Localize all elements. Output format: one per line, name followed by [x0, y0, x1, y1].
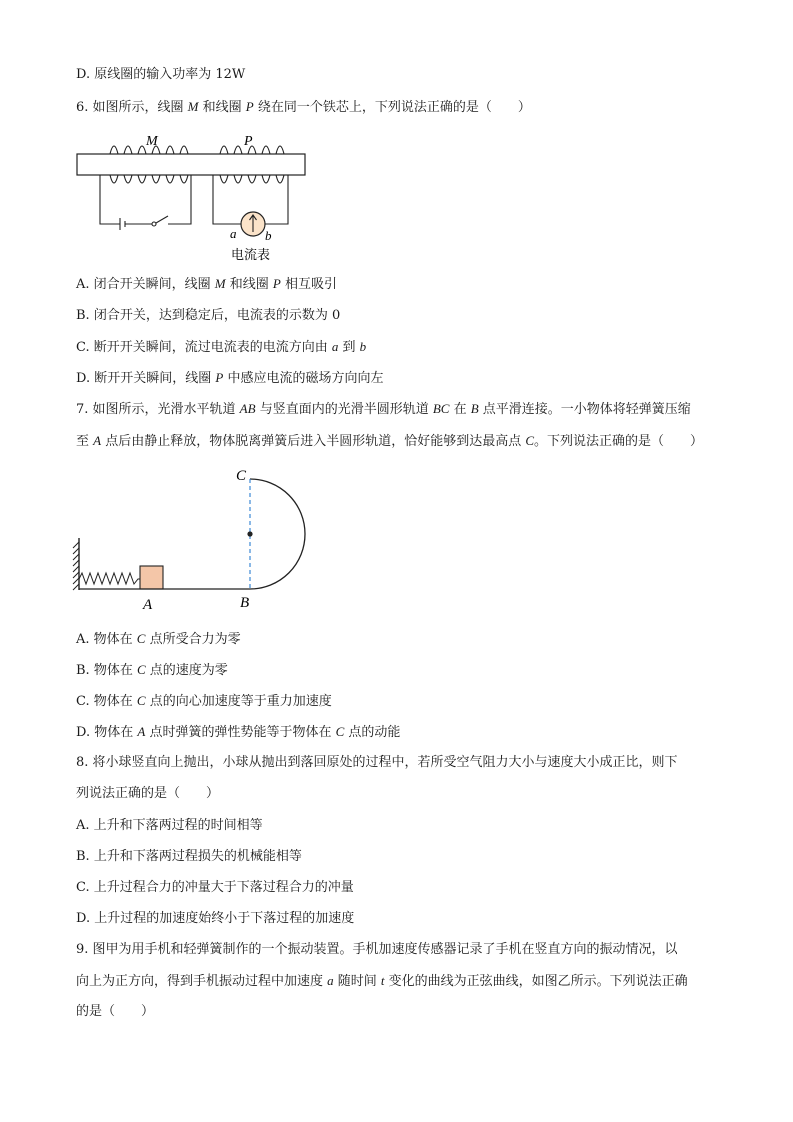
ammeter-caption: 电流表 [231, 248, 271, 263]
label-a: a [230, 226, 237, 241]
coil-p [213, 146, 288, 184]
q7-option-a: A. 物体在 C 点所受合力为零 [76, 631, 241, 647]
q9-stem-line3: 的是（ ） [76, 1004, 155, 1019]
label-b: B [240, 595, 250, 611]
q8-option-a: A. 上升和下落两过程的时间相等 [76, 818, 263, 833]
iron-core [77, 154, 305, 175]
q9-stem-line2: 向上为正方向，得到手机振动过程中加速度 a 随时间 t 变化的曲线为正弦曲线，如图乙所示。下列说法正确 [76, 973, 688, 989]
q8-stem-line2: 列说法正确的是（ ） [76, 786, 220, 801]
q7-stem-line1: 7. 如图所示，光滑水平轨道 AB 与竖直面内的光滑半圆形轨道 BC 在 B 点平滑连接。一小物体将轻弹簧压缩 [76, 401, 691, 417]
semicircle-track [250, 479, 305, 589]
q8-stem-line1: 8. 将小球竖直向上抛出，小球从抛出到落回原处的过程中，若所受空气阻力大小与速度大小成正比，则下 [76, 755, 678, 770]
label-c: C [236, 468, 247, 484]
block [140, 566, 163, 589]
q6-figure-transformer [70, 128, 315, 268]
q8-option-d: D. 上升过程的加速度始终小于下落过程的加速度 [76, 911, 355, 926]
label-p: P [244, 134, 253, 149]
wall [73, 538, 79, 590]
q7-stem-line2: 至 A 点后由静止释放，物体脱离弹簧后进入半圆形轨道，恰好能够到达最高点 C。下列说法正确的是（ ） [76, 433, 704, 449]
label-a: A [143, 597, 153, 613]
q7-option-b: B. 物体在 C 点的速度为零 [76, 662, 228, 678]
q7-option-c: C. 物体在 C 点的向心加速度等于重力加速度 [76, 693, 332, 709]
q6-option-a: A. 闭合开关瞬间，线圈 M 和线圈 P 相互吸引 [76, 276, 337, 292]
coil-m [100, 146, 191, 184]
label-b: b [265, 228, 272, 243]
spring [79, 573, 140, 584]
q6-stem: 6. 如图所示，线圈 M 和线圈 P 绕在同一个铁芯上，下列说法正确的是（ ） [76, 99, 531, 115]
q6-option-b: B. 闭合开关，达到稳定后，电流表的示数为 0 [76, 308, 341, 323]
q7-figure-track [70, 462, 315, 614]
q6-option-d: D. 断开开关瞬间，线圈 P 中感应电流的磁场方向向左 [76, 370, 384, 386]
q6-option-c: C. 断开开关瞬间，流过电流表的电流方向由 a 到 b [76, 339, 367, 355]
q8-option-c: C. 上升过程合力的冲量大于下落过程合力的冲量 [76, 880, 354, 895]
q5-option-d: D. 原线圈的输入功率为 12W [76, 67, 246, 82]
q9-stem-line1: 9. 图甲为用手机和轻弹簧制作的一个振动装置。手机加速度传感器记录了手机在竖直方向的振动情况，以 [76, 942, 678, 957]
q7-option-d: D. 物体在 A 点时弹簧的弹性势能等于物体在 C 点的动能 [76, 724, 401, 740]
label-m: M [146, 134, 158, 149]
circle-center [247, 531, 252, 536]
circuit-m [100, 184, 191, 230]
q8-option-b: B. 上升和下落两过程损失的机械能相等 [76, 849, 302, 864]
